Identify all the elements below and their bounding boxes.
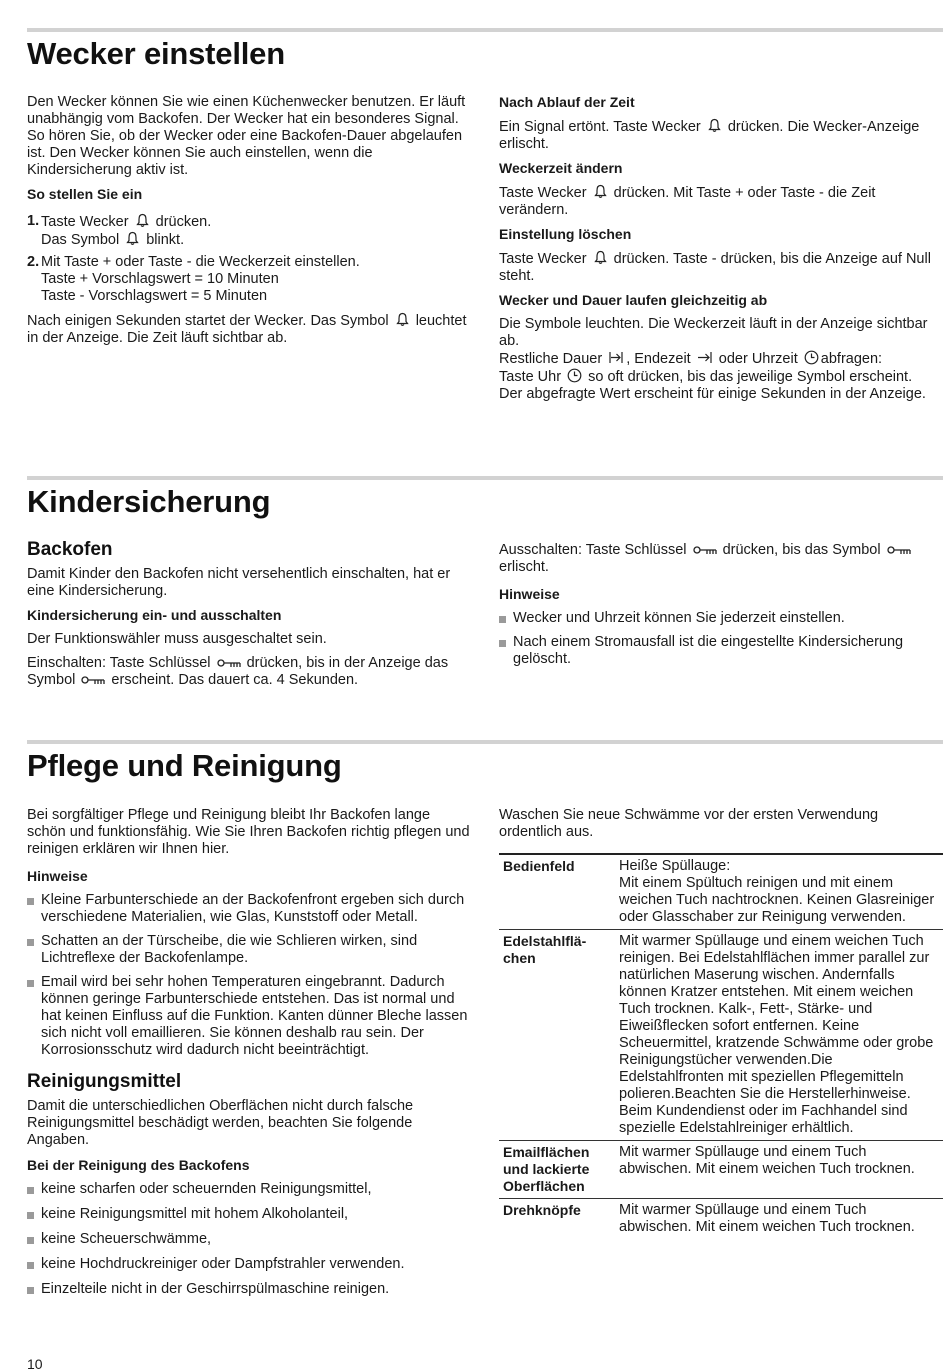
kinder-onoff-text: Der Funktionswähler muss ausgeschaltet sein. — [27, 631, 327, 647]
kinder-notes-list — [499, 610, 943, 668]
parallel-heading: Wecker und Dauer laufen gleichzeitig ab — [499, 292, 768, 308]
key-icon — [887, 544, 911, 556]
kinder-onoff-heading: Kindersicherung ein- und ausschalten — [27, 607, 282, 623]
wecker-step-2 — [27, 254, 471, 305]
text: Ein Signal ertönt. Taste Wecker — [499, 119, 701, 135]
kinder-notes-heading: Hinweise — [499, 586, 560, 602]
key-icon — [217, 657, 241, 669]
table-row — [499, 930, 943, 1141]
kinder-right-column — [499, 542, 943, 675]
step-text: Das Symbol — [41, 232, 120, 248]
text: so oft drücken, bis das jeweilige Symbol erscheint. — [588, 369, 913, 385]
table-cell-instructions: Mit warmer Spüllauge und einem Tuch abwischen. Mit einem weichen Tuch trocknen. — [615, 1199, 943, 1240]
mittel-list — [27, 1181, 471, 1298]
list-item: keine Reinigungsmittel mit hohem Alkoholanteil, — [27, 1206, 471, 1223]
pflege-right-column — [499, 807, 943, 1239]
section-title-kinder: Kindersicherung — [27, 484, 271, 519]
ablauf-heading: Nach Ablauf der Zeit — [499, 94, 635, 110]
list-item: Kleine Farbunterschiede an der Backofenfront ergeben sich durch verschiedene Materialien, wie Glas, Kunststoff oder Metall. — [27, 892, 471, 926]
text: Nach einigen Sekunden startet der Wecker. Das Symbol — [27, 313, 389, 329]
section-rule-pflege — [27, 740, 943, 744]
step-text: Mit Taste + oder Taste - die Weckerzeit einstellen. — [41, 254, 360, 270]
list-item: Schatten an der Türscheibe, die wie Schlieren wirken, sind Lichtreflexe der Backofenlampe. — [27, 933, 471, 967]
sponge-note: Waschen Sie neue Schwämme vor der ersten Verwendung ordentlich aus. — [499, 807, 879, 840]
aendern-text — [499, 184, 943, 219]
kinder-aus-text — [499, 542, 943, 576]
table-row — [499, 854, 943, 930]
mittel-title: Reinigungsmittel — [27, 1071, 182, 1092]
wecker-intro: Den Wecker können Sie wie einen Küchenwecker benutzen. Er läuft unabhängig vom Backofen. Der Wecker hat ein besonderes Signal. So hören Sie, ob der Wecker oder eine Backofen-Dauer abgelaufen ist. Den Wecker können Sie auch einstellen, wenn die Kindersicherung aktiv ist. — [27, 94, 466, 178]
mittel-heading: Bei der Reinigung des Backofens — [27, 1157, 250, 1173]
text: Die Symbole leuchten. Die Weckerzeit läuft in der Anzeige sichtbar ab. — [499, 316, 928, 349]
text: drücken. Mit Taste + oder Taste - die Zeit verändern. — [499, 185, 876, 218]
section-rule-kinder — [27, 476, 943, 480]
table-cell-instructions: Heiße Spüllauge: Mit einem Spültuch reinigen und mit einem weichen Tuch nachtrocknen. Keinen Glasreiniger oder Glasschaber zur Reinigung verwenden. — [615, 854, 943, 930]
wecker-after — [27, 312, 471, 347]
key-icon — [693, 544, 717, 556]
table-row — [499, 1141, 943, 1199]
step-number: 1. — [27, 213, 40, 229]
text: , Endezeit — [626, 351, 691, 367]
text: Restliche Dauer — [499, 351, 603, 367]
step-text: blinkt. — [146, 232, 185, 248]
text: drücken. Die Wecker-Anzeige erlischt. — [499, 119, 920, 152]
table-cell-surface: Emailflächen und lackierte Oberflächen — [499, 1141, 615, 1199]
key-icon — [81, 674, 105, 686]
list-item: Einzelteile nicht in der Geschirrspülmaschine reinigen. — [27, 1281, 471, 1298]
wecker-howto-heading: So stellen Sie ein — [27, 186, 143, 202]
text: drücken. Taste - drücken, bis die Anzeige auf Null steht. — [499, 251, 931, 284]
wecker-steps — [27, 213, 471, 305]
text: drücken, bis in der Anzeige das Symbol — [27, 655, 449, 688]
end-time-icon — [697, 350, 713, 365]
wecker-step-1 — [27, 213, 471, 249]
text: Der abgefragte Wert erscheint für einige Sekunden in der Anzeige. — [499, 386, 926, 402]
aendern-heading: Weckerzeit ändern — [499, 160, 623, 176]
care-table — [499, 853, 943, 1239]
kinder-intro: Damit Kinder den Backofen nicht versehentlich einschalten, hat er eine Kindersicherung. — [27, 566, 451, 599]
list-item: Email wird bei sehr hohen Temperaturen eingebrannt. Dadurch können geringe Farbunterschiede entstehen. Das ist normal und hat keinen Einfluss auf die Funktion. Kanten dünner Bleche lassen sich nicht voll emaillieren. Sie können deshalb rau sein. Der Korrosionsschutz wird dadurch nicht beeinträchtigt. — [27, 974, 471, 1059]
bell-icon — [395, 312, 410, 327]
section-rule-wecker — [27, 28, 943, 32]
bell-icon — [707, 118, 722, 133]
list-item: keine Scheuerschwämme, — [27, 1231, 471, 1248]
table-row — [499, 1199, 943, 1240]
bell-icon — [593, 250, 608, 265]
loeschen-heading: Einstellung löschen — [499, 226, 632, 242]
kinder-ein-text — [27, 655, 471, 689]
text: abfragen: — [820, 351, 883, 367]
pflege-notes-heading: Hinweise — [27, 868, 88, 884]
pflege-notes-list — [27, 892, 471, 1059]
duration-icon — [608, 350, 624, 365]
table-cell-surface: Edelstahlflä- chen — [499, 930, 615, 1141]
table-cell-surface: Bedienfeld — [499, 854, 615, 930]
list-item: Nach einem Stromausfall ist die eingestellte Kindersicherung gelöscht. — [499, 634, 943, 668]
text: Ausschalten: Taste Schlüssel — [499, 542, 687, 558]
loeschen-text — [499, 250, 943, 285]
text: Taste Uhr — [499, 369, 562, 385]
list-item: keine scharfen oder scheuernden Reinigungsmittel, — [27, 1181, 471, 1198]
text: erlischt. — [499, 559, 549, 575]
table-cell-instructions: Mit warmer Spüllauge und einem weichen Tuch reinigen. Bei Edelstahlflächen immer parallel zur natürlichen Maserung wischen. Andernfalls können Kratzer entstehen. Mit einem weichen Tuch trocknen. Kalk-, Fett-, Stärke- und Eiweißflecken sofort entfernen. Keine Scheuermittel, kratzende Schwämme oder grobe Reinigungstücher verwenden.Die Edelstahlfronten mit speziellen Pflegemitteln polieren.Beachten Sie die Herstellerhinweise. Beim Kundendienst oder im Fachhandel sind spezielle Edelstahlreiniger erhältlich. — [615, 930, 943, 1141]
kinder-subtitle: Backofen — [27, 539, 113, 560]
wecker-right-column — [499, 94, 943, 410]
section-title-pflege: Pflege und Reinigung — [27, 748, 342, 783]
step-text: Taste + Vorschlagswert = 10 Minuten — [41, 271, 279, 287]
pflege-intro: Bei sorgfältiger Pflege und Reinigung bleibt Ihr Backofen lange schön und funktionsfähig. Wie Sie Ihren Backofen richtig pflegen und reinigen erklären wir Ihnen hier. — [27, 807, 470, 857]
text: leuchtet in der Anzeige. Die Zeit läuft sichtbar ab. — [27, 313, 467, 346]
bell-icon — [593, 184, 608, 199]
mittel-intro: Damit die unterschiedlichen Oberflächen nicht durch falsche Reinigungsmittel beschädigt werden, beachten Sie folgende Angaben. — [27, 1098, 414, 1148]
bell-icon — [135, 213, 150, 228]
step-text: Taste Wecker — [41, 214, 129, 230]
text: Taste Wecker — [499, 251, 587, 267]
text: oder Uhrzeit — [718, 351, 798, 367]
clock-icon — [804, 350, 819, 365]
text: erscheint. Das dauert ca. 4 Sekunden. — [111, 672, 359, 688]
list-item: keine Hochdruckreiniger oder Dampfstrahler verwenden. — [27, 1256, 471, 1273]
bell-icon — [125, 231, 140, 246]
wecker-left-column — [27, 94, 471, 354]
table-cell-surface: Drehknöpfe — [499, 1199, 615, 1240]
step-number: 2. — [27, 254, 40, 270]
list-item: Wecker und Uhrzeit können Sie jederzeit einstellen. — [499, 610, 943, 627]
text: drücken, bis das Symbol — [722, 542, 881, 558]
text: Einschalten: Taste Schlüssel — [27, 655, 211, 671]
section-title-wecker: Wecker einstellen — [27, 36, 285, 71]
page-number: 10 — [27, 1356, 43, 1372]
clock-icon — [567, 368, 582, 383]
pflege-left-column — [27, 807, 471, 1306]
text: Taste Wecker — [499, 185, 587, 201]
parallel-text — [499, 316, 943, 403]
ablauf-text — [499, 118, 943, 153]
kinder-left-column — [27, 541, 471, 696]
step-text: Taste - Vorschlagswert = 5 Minuten — [41, 288, 268, 304]
table-cell-instructions: Mit warmer Spüllauge und einem Tuch abwischen. Mit einem weichen Tuch trocknen. — [615, 1141, 943, 1199]
step-text: drücken. — [155, 214, 212, 230]
